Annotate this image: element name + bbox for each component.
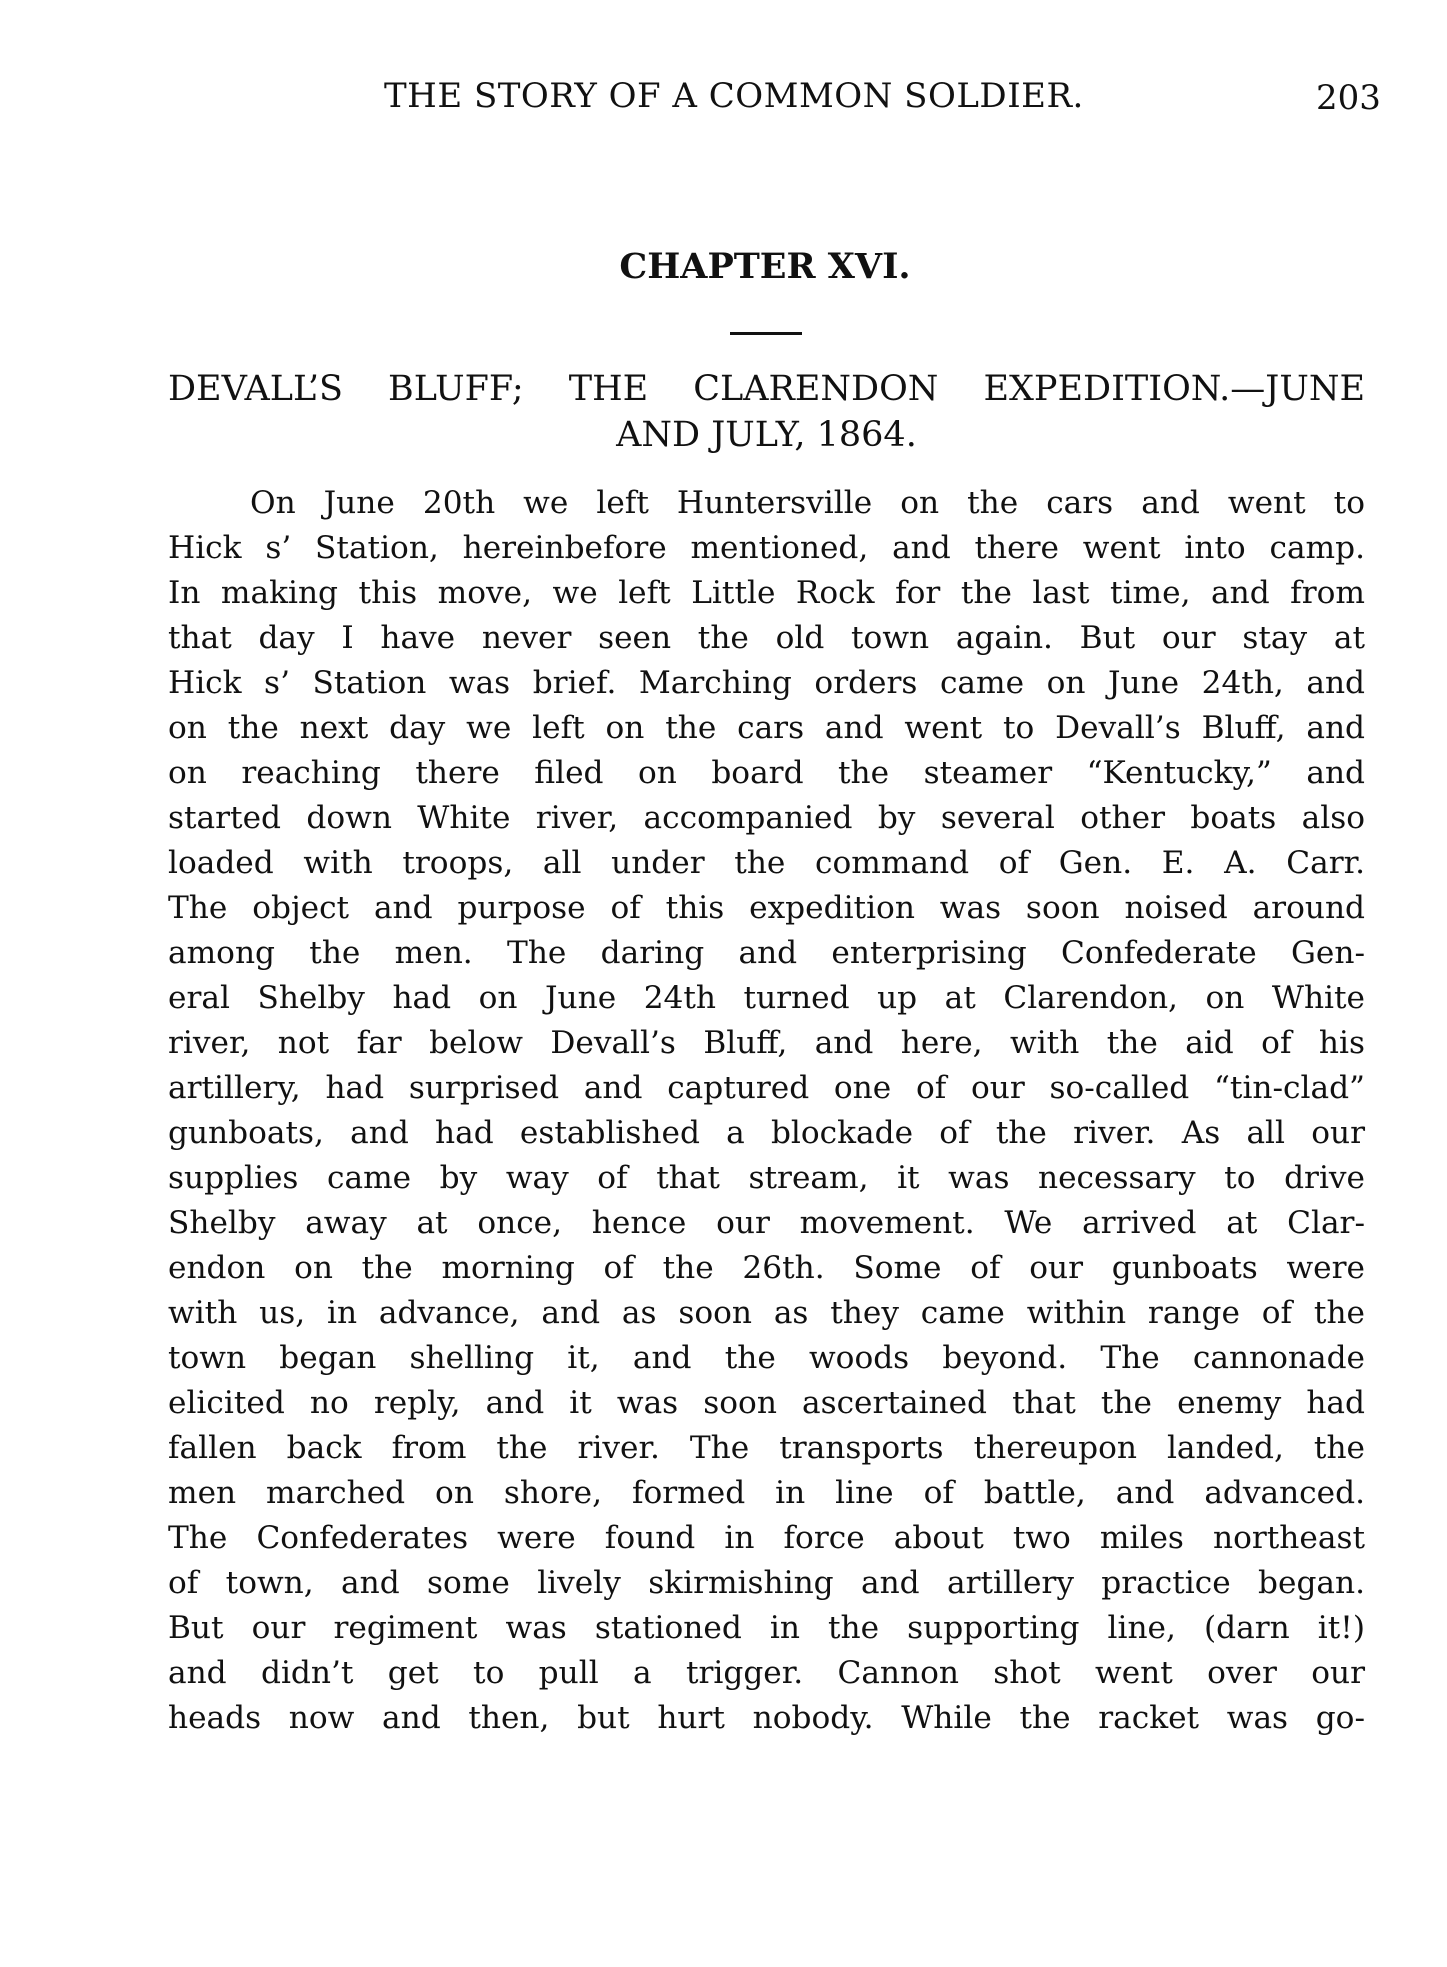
body-line: Hick s’ Station, hereinbefore mentioned, and there went into camp. bbox=[168, 530, 1365, 566]
running-head: THE STORY OF A COMMON SOLDIER. bbox=[384, 76, 1084, 116]
body-line: fallen back from the river. The transports thereupon landed, the bbox=[168, 1430, 1365, 1466]
page-number: 203 bbox=[1316, 78, 1381, 118]
body-line: artillery, had surprised and captured one of our so-called “tin-clad” bbox=[168, 1070, 1365, 1106]
section-heading-line: AND JULY, 1864. bbox=[616, 415, 917, 455]
section-heading-line: DEVALL’S BLUFF; THE CLARENDON EXPEDITION.—JUNE bbox=[168, 369, 1365, 409]
body-line: of town, and some lively skirmishing and artillery practice began. bbox=[168, 1565, 1365, 1601]
body-line: The Confederates were found in force about two miles northeast bbox=[168, 1520, 1365, 1556]
body-line: river, not far below Devall’s Bluff, and here, with the aid of his bbox=[168, 1025, 1365, 1061]
body-line: gunboats, and had established a blockade of the river. As all our bbox=[168, 1115, 1365, 1151]
body-line: started down White river, accompanied by several other boats also bbox=[168, 800, 1365, 836]
chapter-rule bbox=[730, 332, 802, 335]
body-line: supplies came by way of that stream, it was necessary to drive bbox=[168, 1160, 1365, 1196]
body-line: men marched on shore, formed in line of battle, and advanced. bbox=[168, 1475, 1365, 1511]
body-line: loaded with troops, all under the command of Gen. E. A. Carr. bbox=[168, 845, 1365, 881]
chapter-title: CHAPTER XVI. bbox=[619, 246, 911, 287]
body-line: and didn’t get to pull a trigger. Cannon shot went over our bbox=[168, 1655, 1365, 1691]
body-line: town began shelling it, and the woods beyond. The cannonade bbox=[168, 1340, 1365, 1376]
body-line: But our regiment was stationed in the supporting line, (darn it!) bbox=[168, 1610, 1365, 1646]
body-line: endon on the morning of the 26th. Some of our gunboats were bbox=[168, 1250, 1365, 1286]
body-line: elicited no reply, and it was soon ascertained that the enemy had bbox=[168, 1385, 1365, 1421]
body-line: among the men. The daring and enterprising Confederate Gen- bbox=[168, 935, 1365, 971]
body-line: eral Shelby had on June 24th turned up at Clarendon, on White bbox=[168, 980, 1365, 1016]
body-line: heads now and then, but hurt nobody. While the racket was go- bbox=[168, 1700, 1365, 1736]
body-line: Shelby away at once, hence our movement. We arrived at Clar- bbox=[168, 1205, 1365, 1241]
body-line: on reaching there filed on board the steamer “Kentucky,” and bbox=[168, 755, 1365, 791]
body-line: that day I have never seen the old town again. But our stay at bbox=[168, 620, 1365, 656]
section-heading bbox=[168, 366, 1365, 458]
body-line: Hick s’ Station was brief. Marching orders came on June 24th, and bbox=[168, 665, 1365, 701]
body-text bbox=[168, 481, 1365, 1741]
body-line: on the next day we left on the cars and went to Devall’s Bluff, and bbox=[168, 710, 1365, 746]
body-line: The object and purpose of this expedition was soon noised around bbox=[168, 890, 1365, 926]
body-line: On June 20th we left Huntersville on the cars and went to bbox=[250, 485, 1365, 521]
body-line: with us, in advance, and as soon as they came within range of the bbox=[168, 1295, 1365, 1331]
body-line: In making this move, we left Little Rock for the last time, and from bbox=[168, 575, 1365, 611]
